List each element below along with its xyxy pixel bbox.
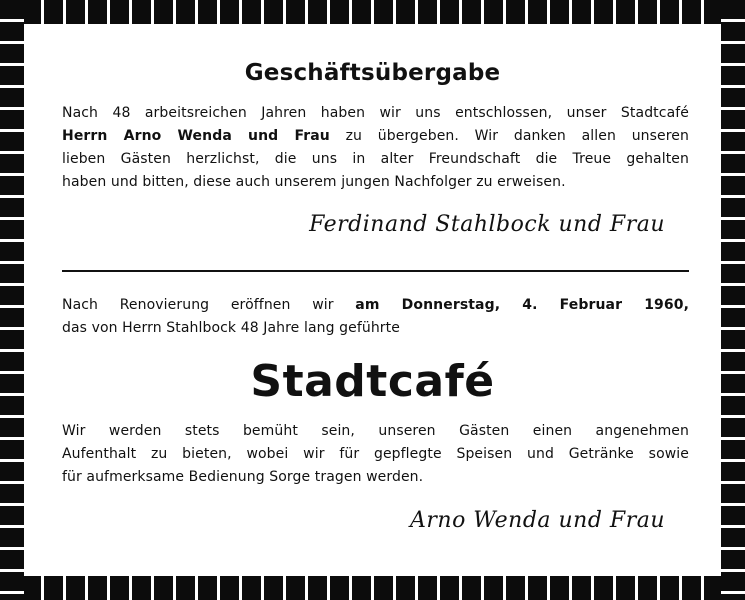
handover-line-2-text: zu übergeben. Wir danken allen unseren [345,128,689,144]
successor-name: Herrn Arno Wenda und Frau [62,128,330,144]
promise-paragraph [62,420,689,489]
opening-paragraph [62,294,689,340]
opening-line-1-text: Nach Renovierung eröffnen wir [62,297,334,313]
handover-line-4: haben und bitten, diese auch unserem jungen Nachfolger zu erweisen. [62,174,566,190]
opening-line-2: das von Herrn Stahlbock 48 Jahre lang geführte [62,320,400,336]
checkered-border-right [721,0,745,600]
promise-line-1: Wir werden stets bemüht sein, unseren Gästen einen angenehmen [62,423,689,439]
opening-line-1 [62,294,689,317]
checkered-border-top [0,0,745,24]
handover-line-1: Nach 48 arbeitsreichen Jahren haben wir uns entschlossen, unser Stadtcafé [62,105,689,121]
promise-line-3: für aufmerksame Bedienung Sorge tragen werden. [62,469,424,485]
opening-signature: Arno Wenda und Frau [410,508,665,533]
handover-line-3: lieben Gästen herzlichst, die uns in alter Freundschaft die Treue gehalten [62,151,689,167]
opening-date: am Donnerstag, 4. Februar 1960, [355,297,689,313]
handover-paragraph [62,102,689,194]
handover-signature: Ferdinand Stahlbock und Frau [309,212,665,237]
handover-line-2 [62,125,689,148]
announcement-paper [24,24,721,576]
promise-line-2: Aufenthalt zu bieten, wobei wir für gepflegte Speisen und Getränke sowie [62,446,689,462]
section-divider [62,270,689,272]
checkered-border-left [0,0,24,600]
cafe-name-title: Stadtcafé [250,356,495,407]
checkered-border-bottom [0,576,745,600]
handover-title: Geschäftsübergabe [244,60,501,86]
